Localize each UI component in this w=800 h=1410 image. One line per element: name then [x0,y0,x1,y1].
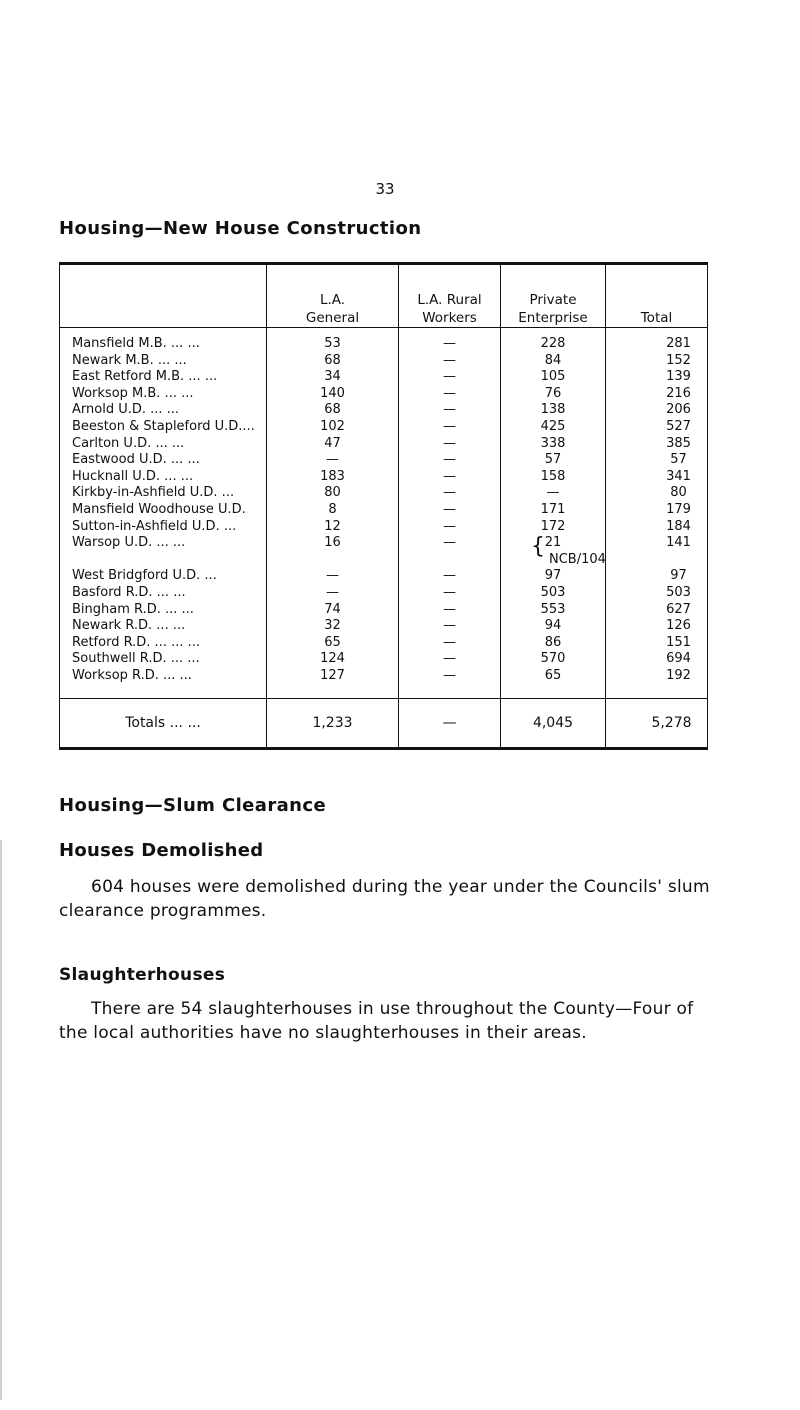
table-row [60,635,708,652]
area-name-cell: Carlton U.D. ... ... [72,435,185,451]
table-row [60,535,708,568]
total-cell: 141 [606,535,708,568]
table-row [60,402,708,419]
la-rural-cell: — [399,353,501,370]
totals-private: 4,045 [501,699,606,749]
la-rural-cell: — [399,419,501,436]
la-rural-cell: — [399,618,501,635]
la-general-cell: 80 [267,485,399,502]
la-general-cell: 12 [267,519,399,536]
total-cell: 152 [606,353,708,370]
slaughterhouses-paragraph: There are 54 slaughterhouses in use throughout the County—Four of the local authorities have no slaughterhouses in their areas. [59,999,694,1043]
houses-demolished-heading: Houses Demolished [59,840,264,861]
private-cell: 57 [501,452,606,469]
la-rural-cell: — [399,328,501,353]
total-cell: 527 [606,419,708,436]
slum-clearance-heading: Housing—Slum Clearance [59,795,327,816]
area-name-cell: Worksop R.D. ... ... [72,667,192,683]
la-general-cell: 53 [267,328,399,353]
private-extra-value: NCB/104 [549,551,606,567]
private-cell: 425 [501,419,606,436]
la-rural-cell: — [399,485,501,502]
totals-general: 1,233 [267,699,399,749]
private-cell: 171 [501,502,606,519]
area-name-cell: East Retford M.B. ... ... [72,369,218,385]
total-cell: 80 [606,485,708,502]
total-cell: 57 [606,452,708,469]
brace-icon: { [531,534,545,560]
table-row [60,568,708,585]
la-rural-cell: — [399,386,501,403]
private-cell: 97 [501,568,606,585]
area-name-cell: Warsop U.D. ... ... [72,535,186,551]
la-rural-cell: — [399,668,501,699]
totals-total: 5,278 [606,699,708,749]
total-cell: 184 [606,519,708,536]
la-general-cell: 74 [267,602,399,619]
header-area [60,264,267,328]
la-rural-cell: — [399,436,501,453]
slaughterhouses-heading: Slaughterhouses [59,965,226,985]
table-row [60,386,708,403]
table-row [60,651,708,668]
total-cell: 341 [606,469,708,486]
total-cell: 139 [606,369,708,386]
area-name-cell: Mansfield Woodhouse U.D. [72,501,246,517]
page-number: 33 [375,180,395,198]
la-general-cell: — [267,585,399,602]
la-rural-cell: — [399,651,501,668]
la-general-cell: 183 [267,469,399,486]
area-name-cell: Basford R.D. ... ... [72,584,186,600]
header-la-rural: L.A. Rural Workers [399,264,501,328]
header-total: Total [606,264,708,328]
private-cell: 338 [501,436,606,453]
area-name-cell: Worksop M.B. ... ... [72,385,194,401]
table-row [60,502,708,519]
total-cell: 179 [606,502,708,519]
private-cell: 228 [501,328,606,353]
la-general-cell: — [267,452,399,469]
area-name-cell: Hucknall U.D. ... ... [72,468,194,484]
private-cell: 172 [501,519,606,536]
table-row [60,585,708,602]
total-cell: 192 [606,668,708,699]
la-rural-cell: — [399,502,501,519]
area-name-cell: West Bridgford U.D. ... [72,568,217,584]
private-cell [501,535,606,568]
la-general-cell: 102 [267,419,399,436]
la-general-cell: 34 [267,369,399,386]
header-la-general: L.A. General [267,264,399,328]
area-name-cell: Beeston & Stapleford U.D.... [72,418,255,434]
private-cell: 84 [501,353,606,370]
la-rural-cell: — [399,585,501,602]
area-name-cell: Mansfield M.B. ... ... [72,336,200,351]
la-general-cell: 68 [267,402,399,419]
la-rural-cell: — [399,369,501,386]
private-cell: 105 [501,369,606,386]
table-row [60,618,708,635]
la-rural-cell: — [399,535,501,568]
total-cell: 151 [606,635,708,652]
total-cell: 126 [606,618,708,635]
table-row [60,369,708,386]
page-edge-shadow [0,840,2,1400]
la-rural-cell: — [399,402,501,419]
total-cell: 694 [606,651,708,668]
private-cell: 138 [501,402,606,419]
area-name-cell: Southwell R.D. ... ... [72,651,200,667]
total-cell: 281 [606,328,708,353]
private-cell: 553 [501,602,606,619]
area-name-cell: Bingham R.D. ... ... [72,601,194,617]
private-cell: 86 [501,635,606,652]
la-rural-cell: — [399,568,501,585]
la-general-cell: 140 [267,386,399,403]
table-header-row [60,264,708,328]
header-private: Private Enterprise [501,264,606,328]
slum-clearance-paragraph: 604 houses were demolished during the year under the Councils' slum clearance programmes. [59,877,710,921]
la-general-cell: 124 [267,651,399,668]
private-value: 21 [544,535,562,551]
private-cell: — [501,485,606,502]
table-row [60,602,708,619]
table-row [60,328,708,353]
totals-rural: — [399,699,501,749]
la-general-cell: 127 [267,668,399,699]
la-general-cell: 8 [267,502,399,519]
area-name-cell: Kirkby-in-Ashfield U.D. ... [72,485,235,501]
la-general-cell: 68 [267,353,399,370]
area-name-cell: Newark M.B. ... ... [72,352,187,368]
total-cell: 503 [606,585,708,602]
private-cell: 503 [501,585,606,602]
private-cell: 158 [501,469,606,486]
area-name-cell: Arnold U.D. ... ... [72,402,180,418]
private-cell: 76 [501,386,606,403]
table-row [60,452,708,469]
total-cell: 627 [606,602,708,619]
la-general-cell: — [267,568,399,585]
area-name-cell: Retford R.D. ... ... ... [72,634,201,650]
area-name-cell: Sutton-in-Ashfield U.D. ... [72,518,237,534]
la-general-cell: 47 [267,436,399,453]
table-row [60,469,708,486]
new-construction-heading: Housing—New House Construction [59,218,422,239]
total-cell: 97 [606,568,708,585]
table-row [60,519,708,536]
la-general-cell: 16 [267,535,399,568]
new-construction-table [59,262,708,750]
area-name-cell: Eastwood U.D. ... ... [72,452,200,468]
table-row [60,485,708,502]
la-rural-cell: — [399,469,501,486]
la-rural-cell: — [399,519,501,536]
table-body [60,328,708,699]
la-rural-cell: — [399,452,501,469]
total-cell: 216 [606,386,708,403]
table-row [60,668,708,699]
area-name-cell: Newark R.D. ... ... [72,618,186,634]
total-cell: 385 [606,436,708,453]
total-cell: 206 [606,402,708,419]
private-cell: 65 [501,668,606,699]
table-row [60,419,708,436]
private-cell: 570 [501,651,606,668]
private-cell: 94 [501,618,606,635]
la-general-cell: 65 [267,635,399,652]
table-row [60,436,708,453]
table-row [60,353,708,370]
la-general-cell: 32 [267,618,399,635]
totals-label: Totals ... ... [60,699,267,749]
totals-row [60,699,708,749]
la-rural-cell: — [399,602,501,619]
la-rural-cell: — [399,635,501,652]
